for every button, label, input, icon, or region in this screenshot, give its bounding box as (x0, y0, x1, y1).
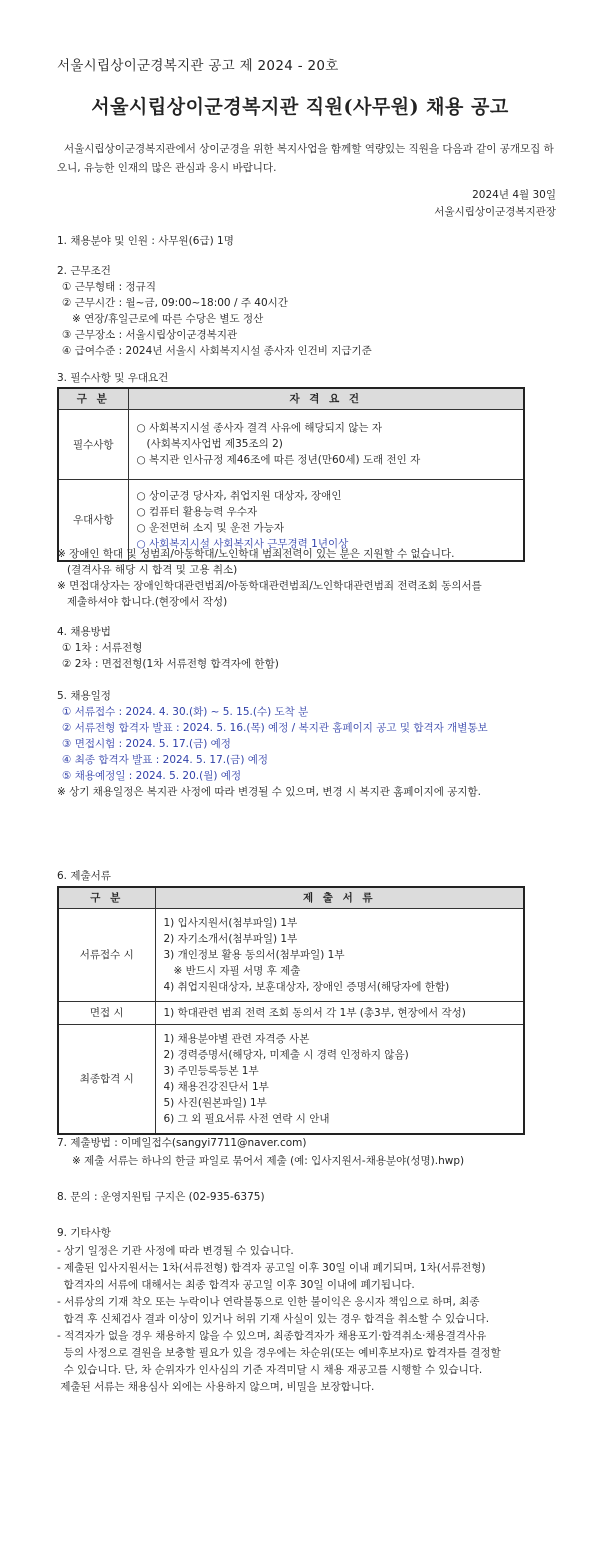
table-row (58, 409, 524, 479)
misc-line: - 적격자가 없을 경우 채용하지 않을 수 있으며, 최종합격자가 채용포기·합격취소·채용결격사유 (57, 1330, 487, 1342)
requirement-note: ※ 면접대상자는 장애인학대관련범죄/아동학대관련범죄/노인학대관련범죄 전력조회 동의서를 (57, 580, 482, 592)
list-item: 4) 채용건강진단서 1부 (163, 1080, 269, 1093)
misc-line: 합격 후 신체검사 결과 이상이 있거나 허위 기재 사실이 있는 경우 합격을 취소할 수 있습니다. (57, 1313, 490, 1325)
row-category: 필수사항 (58, 409, 128, 479)
list-item: 1) 입사지원서(첨부파일) 1부 (163, 916, 298, 929)
list-item: ○ 운전면허 소지 및 운전 가능자 (136, 521, 285, 534)
schedule-item: ② 서류전형 합격자 발표 : 2024. 5. 16.(목) 예정 / 복지관 홈페이지 공고 및 합격자 개별통보 (62, 722, 488, 734)
condition-item: ① 근무형태 : 정규직 (62, 281, 156, 293)
row-category: 면접 시 (58, 1001, 155, 1024)
list-item: 6) 그 외 필요서류 사전 연락 시 안내 (163, 1112, 330, 1125)
list-item: ※ 반드시 자필 서명 후 제출 (163, 964, 301, 977)
col-header-documents: 제 출 서 류 (155, 887, 524, 908)
misc-line: 수 있습니다. 단, 차 순위자가 인사심의 기준 자격미달 시 채용 재공고를 시행할 수 있습니다. (57, 1364, 483, 1376)
section-4-heading: 4. 채용방법 (57, 626, 111, 638)
section-2-heading: 2. 근무조건 (57, 265, 111, 277)
condition-item: ③ 근무장소 : 서울시립상이군경복지관 (62, 329, 238, 341)
requirement-note: ※ 장애인 학대 및 성범죄/아동학대/노인학대 범죄전력이 있는 분은 지원할 수 없습니다. (57, 548, 455, 560)
row-content (155, 1001, 524, 1024)
method-item: ① 1차 : 서류전형 (62, 642, 143, 654)
list-item: 5) 사진(원본파일) 1부 (163, 1096, 267, 1109)
method-item: ② 2차 : 면접전형(1차 서류전형 합격자에 한함) (62, 658, 279, 670)
schedule-item: ⑤ 채용예정일 : 2024. 5. 20.(월) 예정 (62, 770, 242, 782)
row-category: 최종합격 시 (58, 1024, 155, 1134)
row-content (155, 1024, 524, 1134)
misc-line: - 제출된 입사지원서는 1차(서류전형) 합격자 공고일 이후 30일 이내 폐기되며, 1차(서류전형) (57, 1262, 486, 1274)
issuer: 서울시립상이군경복지관장 (434, 206, 556, 218)
list-item: 4) 취업지원대상자, 보훈대상자, 장애인 증명서(해당자에 한함) (163, 980, 450, 993)
list-item: ○ 사회복지시설 사회복지사 근무경력 1년이상 (136, 537, 349, 550)
misc-line: - 상기 일정은 기관 사정에 따라 변경될 수 있습니다. (57, 1245, 294, 1257)
misc-line: 합격자의 서류에 대해서는 최종 합격자 공고일 이후 30일 이내에 폐기됩니다. (57, 1279, 415, 1291)
notice-number: 서울시립상이군경복지관 공고 제 2024 - 20호 (57, 58, 339, 74)
page-title: 서울시립상이군경복지관 직원(사무원) 채용 공고 (91, 96, 509, 118)
section-9-heading: 9. 기타사항 (57, 1227, 111, 1239)
requirement-note: (결격사유 해당 시 합격 및 고용 취소) (57, 564, 238, 576)
condition-item: ④ 급여수준 : 2024년 서울시 사회복지시설 종사자 인건비 지급기준 (62, 345, 372, 357)
requirement-note: 제출하셔야 합니다.(현장에서 작성) (57, 596, 228, 608)
schedule-item: ① 서류접수 : 2024. 4. 30.(화) ~ 5. 15.(수) 도착 분 (62, 706, 309, 718)
list-item: 2) 경력증명서(해당자, 미제출 시 경력 인정하지 않음) (163, 1048, 409, 1061)
section-3-heading: 3. 필수사항 및 우대요건 (57, 372, 169, 384)
list-item: ○ 사회복지시설 종사자 결격 사유에 해당되지 않는 자 (136, 422, 383, 434)
row-content (155, 908, 524, 1001)
section-5-heading: 5. 채용일정 (57, 690, 111, 702)
section-8-contact: 8. 문의 : 운영지원팀 구지은 (02-935-6375) (57, 1191, 265, 1203)
condition-note: ※ 연장/휴일근로에 따른 수당은 별도 정산 (62, 313, 264, 325)
list-item: ○ 상이군경 당사자, 취업지원 대상자, 장애인 (136, 489, 342, 502)
submission-note: ※ 제출 서류는 하나의 한글 파일로 묶어서 제출 (예: 입사지원서-채용분야(성명).hwp) (72, 1155, 465, 1167)
table-row (58, 1001, 524, 1024)
list-item: 1) 채용분야별 관련 자격증 사본 (163, 1032, 310, 1045)
list-item: 3) 개인정보 활용 동의서(첨부파일) 1부 (163, 948, 345, 961)
table-row (58, 1024, 524, 1134)
documents-table (57, 886, 525, 1135)
col-header-requirements: 자 격 요 건 (128, 388, 524, 409)
col-header-category: 구 분 (58, 887, 155, 908)
misc-line: 제출된 서류는 채용심사 외에는 사용하지 않으며, 비밀을 보장합니다. (57, 1381, 375, 1393)
intro-paragraph: 서울시립상이군경복지관에서 상이군경을 위한 복지사업을 함께할 역량있는 직원을 다음과 같이 공개모집 하오니, 유능한 인재의 많은 관심과 응시 바랍니다. (57, 143, 554, 174)
requirements-table (57, 387, 525, 562)
schedule-item: ③ 면접시험 : 2024. 5. 17.(금) 예정 (62, 738, 231, 750)
row-content (128, 409, 524, 479)
misc-line: - 서류상의 기재 착오 또는 누락이나 연락불통으로 인한 불이익은 응시자 책임으로 하며, 최종 (57, 1296, 480, 1308)
list-item: 3) 주민등록등본 1부 (163, 1064, 259, 1077)
col-header-category: 구 분 (58, 388, 128, 409)
section-7-heading: 7. 제출방법 : 이메일접수(sangyi7711@naver.com) (57, 1137, 307, 1149)
condition-item: ② 근무시간 : 월~금, 09:00~18:00 / 주 40시간 (62, 297, 288, 309)
list-item: ○ 컴퓨터 활용능력 우수자 (136, 505, 258, 518)
notice-date: 2024년 4월 30일 (472, 189, 556, 201)
misc-line: 등의 사정으로 결원을 보충할 필요가 있을 경우에는 차순위(또는 예비후보자)로 합격자를 결정할 (57, 1347, 501, 1359)
table-row (58, 908, 524, 1001)
list-item: 1) 학대관련 범죄 전력 조회 동의서 각 1부 (총3부, 현장에서 작성) (163, 1006, 466, 1019)
section-1-recruitment: 1. 채용분야 및 인원 : 사무원(6급) 1명 (57, 235, 234, 247)
section-6-heading: 6. 제출서류 (57, 870, 111, 882)
list-item: 2) 자기소개서(첨부파일) 1부 (163, 932, 298, 945)
list-item: (사회복지사업법 제35조의 2) (136, 438, 283, 450)
row-category: 우대사항 (58, 479, 128, 561)
list-item: ○ 복지관 인사규정 제46조에 따른 정년(만60세) 도래 전인 자 (136, 454, 421, 466)
schedule-note: ※ 상기 채용일정은 복지관 사정에 따라 변경될 수 있으며, 변경 시 복지관 홈페이지에 공지함. (57, 786, 482, 798)
row-category: 서류접수 시 (58, 908, 155, 1001)
schedule-item: ④ 최종 합격자 발표 : 2024. 5. 17.(금) 예정 (62, 754, 269, 766)
